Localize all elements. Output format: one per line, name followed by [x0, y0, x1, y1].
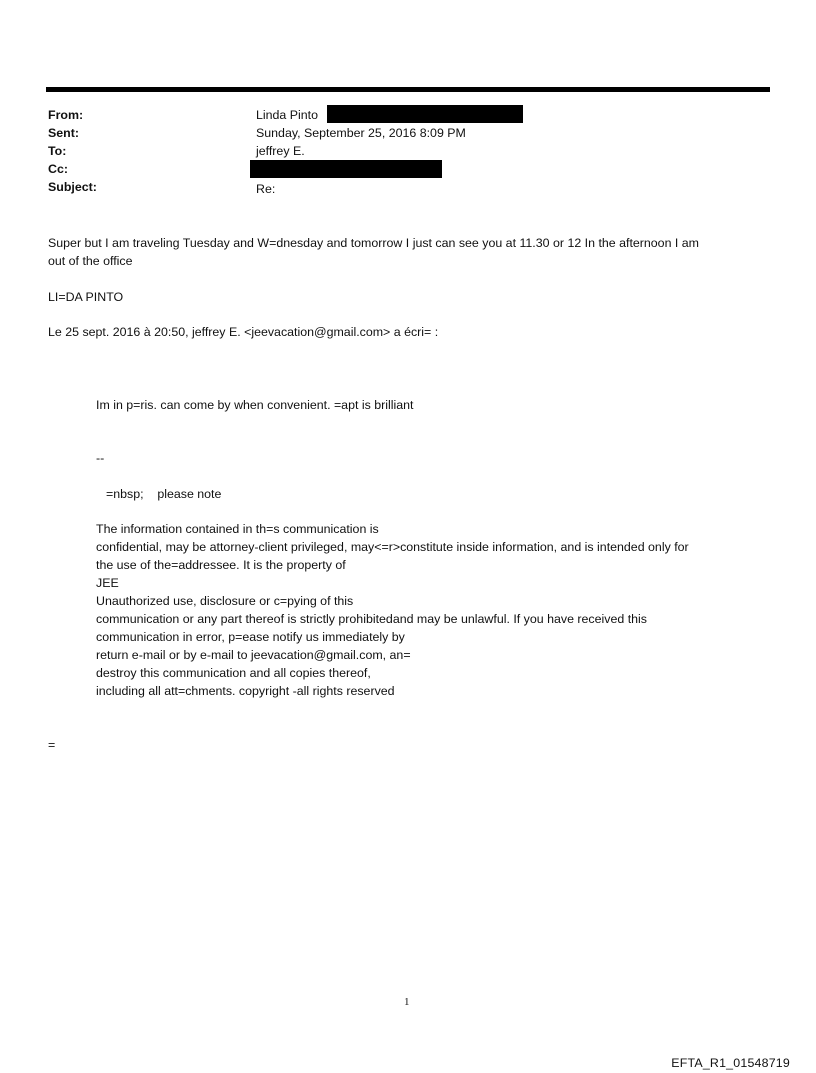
- from-value: Linda Pinto: [256, 108, 319, 122]
- redaction-block-from: [327, 105, 523, 123]
- subject-value: Re:: [256, 182, 276, 196]
- disclaimer-line: destroy this communication and all copies thereof,: [96, 666, 371, 680]
- page-number: 1: [404, 996, 410, 1008]
- disclaimer-line: confidential, may be attorney-client privileged, may<=r>constitute inside information, and is intended only for: [96, 540, 689, 554]
- redaction-block-cc: [250, 160, 442, 178]
- header-rule: [46, 87, 770, 92]
- reply-paragraph: [48, 234, 768, 270]
- document-id: EFTA_R1_01548719: [671, 1056, 790, 1070]
- disclaimer-line: return e-mail or by e-mail to jeevacation@gmail.com, an=: [96, 648, 411, 662]
- reply-line-2: out of the office: [48, 254, 133, 268]
- disclaimer-line: JEE: [96, 576, 119, 590]
- signature: LI=DA PINTO: [48, 290, 124, 304]
- from-label: From:: [48, 108, 84, 122]
- disclaimer-line: the use of the=addressee. It is the property of: [96, 558, 346, 572]
- disclaimer-line: communication or any part thereof is strictly prohibitedand may be unlawful. If you have received this: [96, 612, 647, 626]
- disclaimer-line: Unauthorized use, disclosure or c=pying of this: [96, 594, 354, 608]
- quote-intro: Le 25 sept. 2016 à 20:50, jeffrey E. <jeevacation@gmail.com> a écri= :: [48, 325, 439, 339]
- to-value: jeffrey E.: [256, 144, 305, 158]
- cc-label: Cc:: [48, 162, 68, 176]
- to-label: To:: [48, 144, 67, 158]
- disclaimer-line: communication in error, p=ease notify us immediately by: [96, 630, 405, 644]
- subject-label: Subject:: [48, 180, 97, 194]
- disclaimer-line: The information contained in th=s communication is: [96, 522, 379, 536]
- sent-label: Sent:: [48, 126, 79, 140]
- quoted-message: Im in p=ris. can come by when convenient. =apt is brilliant: [96, 398, 414, 412]
- trailing-equals: =: [48, 738, 56, 752]
- reply-line-1: Super but I am traveling Tuesday and W=dnesday and tomorrow I just can see you at 11.30 or 12 In the afternoon I am: [48, 236, 700, 250]
- signature-dashes: --: [96, 451, 105, 465]
- disclaimer-line: including all att=chments. copyright -all rights reserved: [96, 684, 395, 698]
- sent-value: Sunday, September 25, 2016 8:09 PM: [256, 126, 466, 140]
- disclaimer: [96, 520, 766, 700]
- nbsp-note: =nbsp; please note: [106, 487, 222, 501]
